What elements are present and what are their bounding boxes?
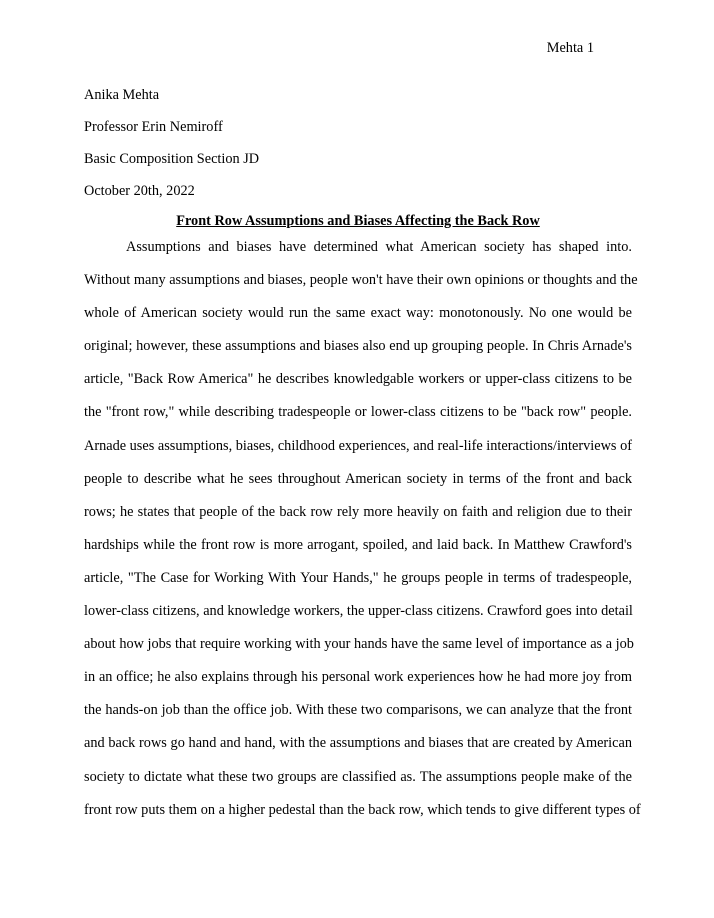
- body-line: original; however, these assumptions and biases also end up grouping people. In Chris Arnade's: [84, 338, 632, 355]
- body-line: in an office; he also explains through his personal work experiences how he had more joy from: [84, 669, 632, 686]
- body-line: whole of American society would run the same exact way: monotonously. No one would be: [84, 305, 632, 322]
- body-line: Without many assumptions and biases, people won't have their own opinions or thoughts and the: [84, 272, 638, 289]
- date: October 20th, 2022: [84, 183, 195, 199]
- body-line: the hands-on job than the office job. With these two comparisons, we can analyze that the front: [84, 702, 632, 719]
- body-line: Assumptions and biases have determined what American society has shaped into.: [126, 239, 632, 255]
- body-line: Arnade uses assumptions, biases, childhood experiences, and real-life interactions/interviews of: [84, 437, 632, 454]
- body-line: front row puts them on a higher pedestal than the back row, which tends to give different types of: [84, 801, 641, 818]
- essay-title: Front Row Assumptions and Biases Affecting the Back Row: [176, 213, 540, 229]
- author-name: Anika Mehta: [84, 87, 160, 103]
- body-line: and back rows go hand and hand, with the assumptions and biases that are created by American: [84, 735, 632, 752]
- essay-body: [84, 237, 641, 833]
- mla-heading: [84, 85, 632, 213]
- body-line: rows; he states that people of the back row rely more heavily on faith and religion due to their: [84, 503, 632, 520]
- professor-name: Professor Erin Nemiroff: [84, 119, 223, 135]
- body-line: people to describe what he sees throughout American society in terms of the front and back: [84, 470, 632, 487]
- body-line: hardships while the front row is more arrogant, spoiled, and laid back. In Matthew Crawford's: [84, 536, 632, 553]
- body-line: the "front row," while describing tradespeople or lower-class citizens to be "back row" people.: [84, 404, 632, 421]
- body-line: article, "Back Row America" he describes knowledgable workers or upper-class citizens to be: [84, 371, 632, 388]
- body-line: society to dictate what these two groups are classified as. The assumptions people make of the: [84, 768, 632, 785]
- course-name: Basic Composition Section JD: [84, 151, 260, 167]
- body-line: article, "The Case for Working With Your Hands," he groups people in terms of tradespeople,: [84, 569, 632, 586]
- body-line: lower-class citizens, and knowledge workers, the upper-class citizens. Crawford goes into detail: [84, 603, 633, 620]
- running-head: Mehta 1: [546, 40, 594, 56]
- body-line: about how jobs that require working with your hands have the same level of importance as a job: [84, 636, 634, 653]
